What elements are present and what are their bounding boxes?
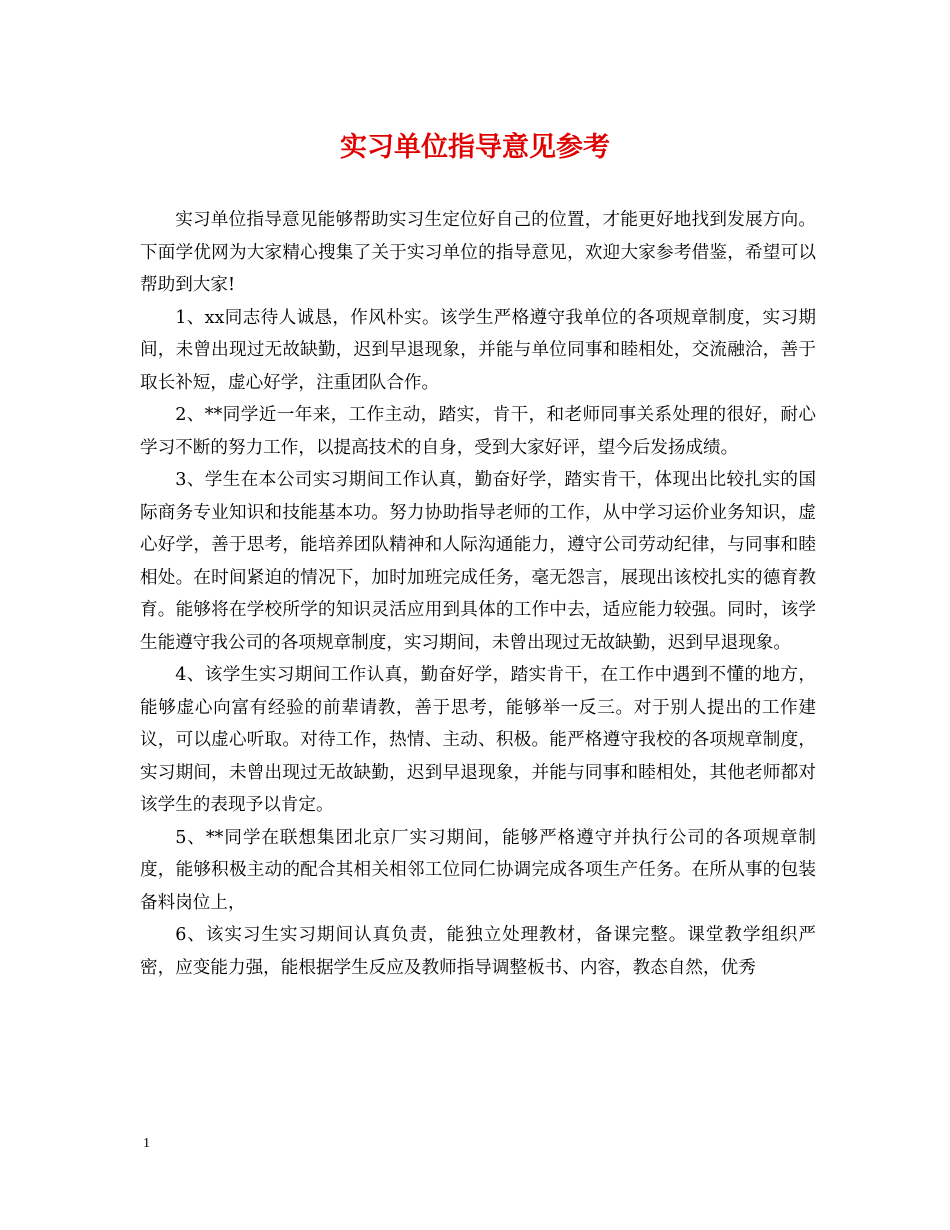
paragraph-item-3: 3、学生在本公司实习期间工作认真，勤奋好学，踏实肯干，体现出比较扎实的国际商务专业知识和技能基本功。努力协助指导老师的工作，从中学习运价业务知识，虚心好学，善于思考，能培养团队精神和人际沟通能力，遵守公司劳动纪律，与同事和睦相处。在时间紧迫的情况下，加时加班完成任务，毫无怨言，展现出该校扎实的德育教育。能够将在学校所学的知识灵活应用到具体的工作中去，适应能力较强。同时，该学生能遵守我公司的各项规章制度，实习期间，未曾出现过无故缺勤，迟到早退现象。	[140, 470, 816, 653]
paragraph-item-2: 2、**同学近一年来，工作主动，踏实，肯干，和老师同事关系处理的很好，耐心学习不断的努力工作，以提高技术的自身，受到大家好评，望今后发扬成绩。	[140, 405, 816, 458]
paragraph-item-4: 4、该学生实习期间工作认真，勤奋好学，踏实肯干，在工作中遇到不懂的地方，能够虚心向富有经验的前辈请教，善于思考，能够举一反三。对于别人提出的工作建议，可以虚心听取。对待工作，热情、主动、积极。能严格遵守我校的各项规章制度，实习期间，未曾出现过无故缺勤，迟到早退现象，并能与同事和睦相处，其他老师都对该学生的表现予以肯定。	[140, 665, 816, 815]
paragraph-item-5: 5、**同学在联想集团北京厂实习期间，能够严格遵守并执行公司的各项规章制度，能够积极主动的配合其相关相邻工位同仁协调完成各项生产任务。在所从事的包装备料岗位上，	[140, 827, 816, 913]
document-title: 实习单位指导意见参考	[340, 132, 610, 163]
document-body	[140, 204, 816, 984]
paragraph-item-6: 6、该实习生实习期间认真负责，能独立处理教材，备课完整。课堂教学组织严密，应变能力强，能根据学生反应及教师指导调整板书、内容，教态自然，优秀	[140, 925, 816, 978]
paragraph-intro: 实习单位指导意见能够帮助实习生定位好自己的位置，才能更好地找到发展方向。下面学优网为大家精心搜集了关于实习单位的指导意见，欢迎大家参考借鉴，希望可以帮助到大家!	[140, 210, 816, 295]
paragraph-item-1: 1、xx同志待人诚恳，作风朴实。该学生严格遵守我单位的各项规章制度，实习期间，未曾出现过无故缺勤，迟到早退现象，并能与单位同事和睦相处，交流融洽，善于取长补短，虚心好学，注重团队合作。	[140, 307, 816, 393]
page-number: 1	[143, 1136, 150, 1151]
